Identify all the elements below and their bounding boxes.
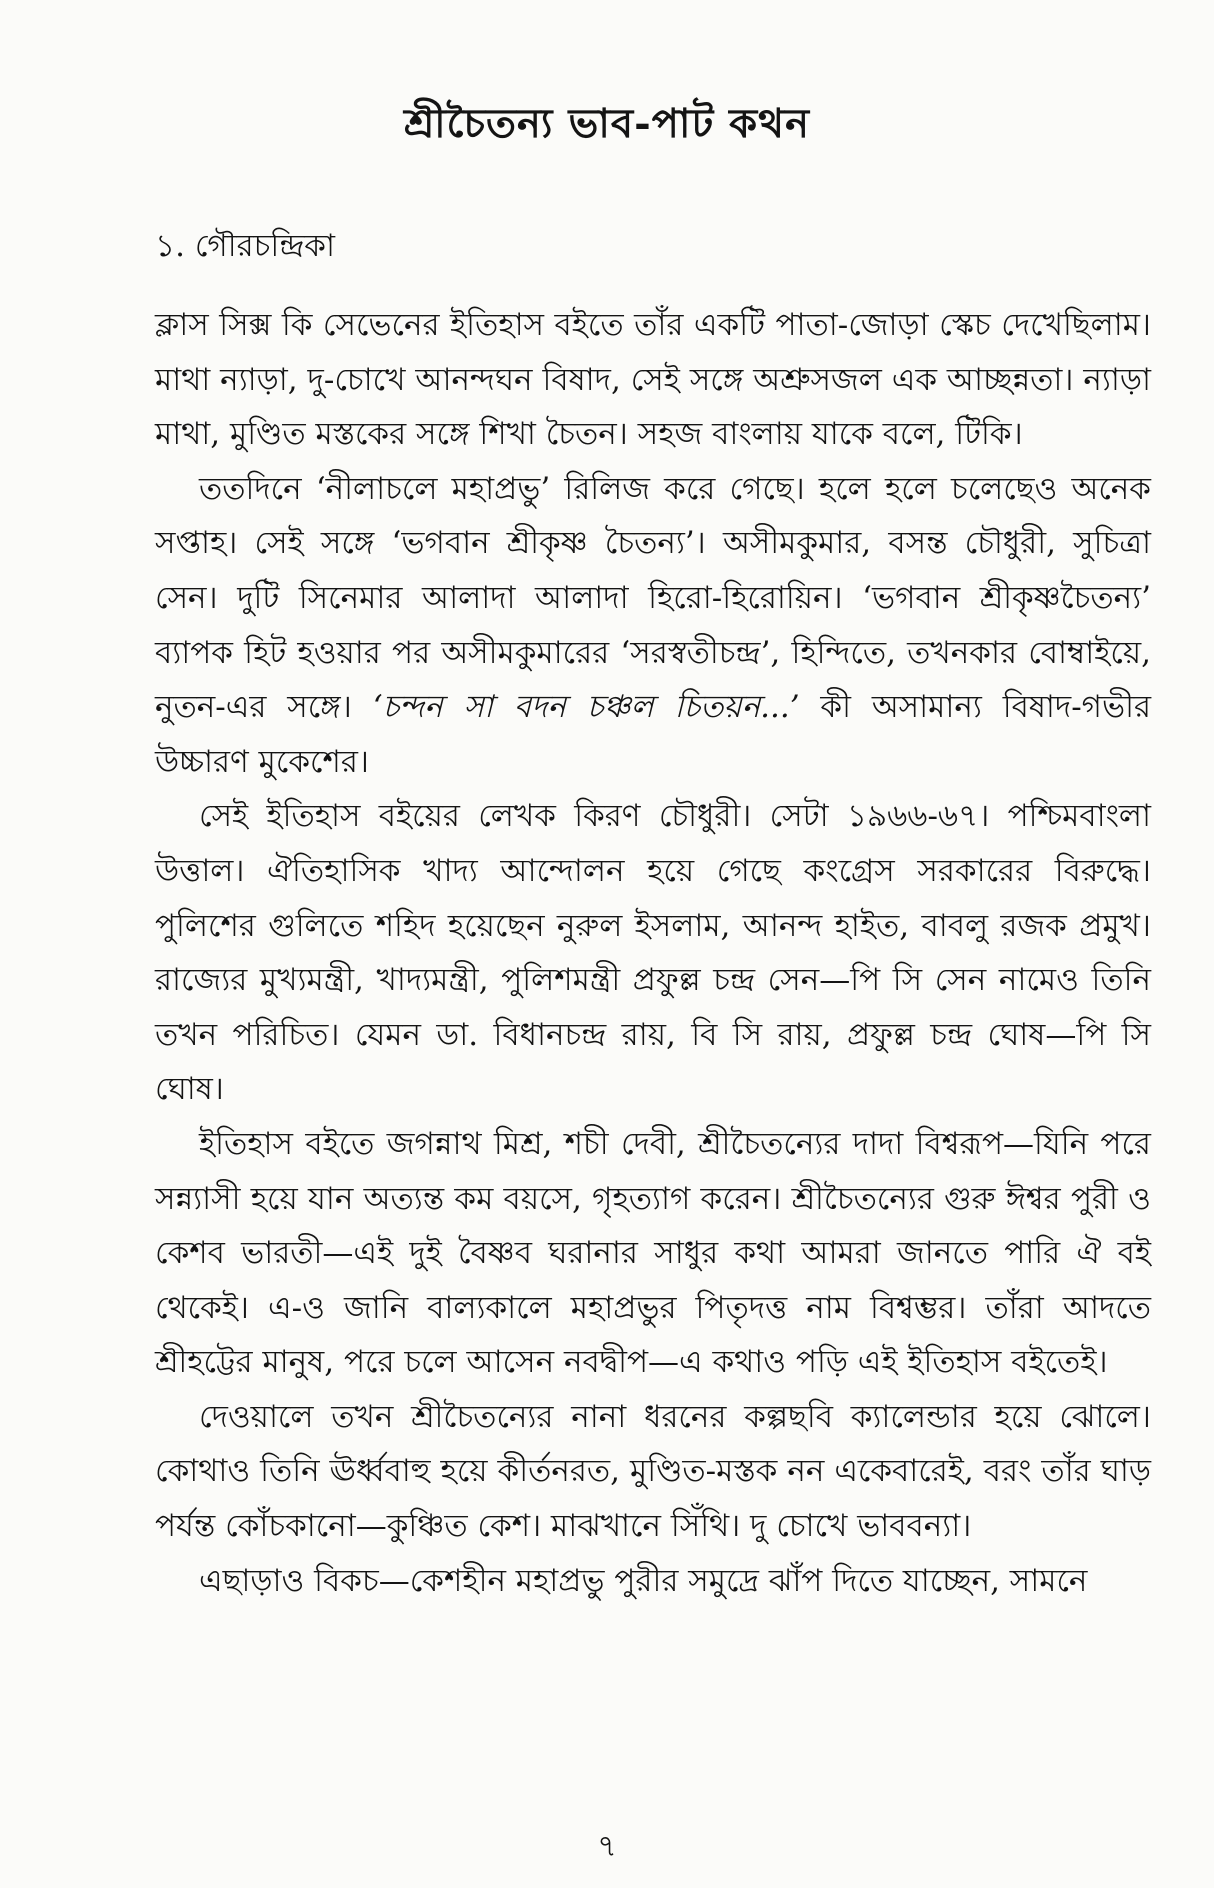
paragraph: ক্লাস সিক্স কি সেভেনের ইতিহাস বইতে তাঁর একটি পাতা-জোড়া স্কেচ দেখেছিলাম। মাথা ন্যাড়া, দু-চোখে আনন্দঘন বিষাদ, সেই সঙ্গে অশ্রুসজল এক আচ্ছন্নতা। ন্যাড়া মাথা, মুণ্ডিত মস্তকের সঙ্গে শিখা চৈতন। সহজ বাংলায় যাকে বলে, টিকি।: [155, 307, 1151, 453]
paragraph: সেই ইতিহাস বইয়ের লেখক কিরণ চৌধুরী। সেটা ১৯৬৬-৬৭। পশ্চিমবাংলা উত্তাল। ঐতিহাসিক খাদ্য আন্দোলন হয়ে গেছে কংগ্রেস সরকারের বিরুদ্ধে। পুলিশের গুলিতে শহিদ হয়েছেন নুরুল ইসলাম, আনন্দ হাইত, বাবলু রজক প্রমুখ। রাজ্যের মুখ্যমন্ত্রী, খাদ্যমন্ত্রী, পুলিশমন্ত্রী প্রফুল্ল চন্দ্র সেন—পি সি সেন নামেও তিনি তখন পরিচিত। যেমন ডা. বিধানচন্দ্র রায়, বি সি রায়, প্রফুল্ল চন্দ্র ঘোষ—পি সি ঘোষ।: [155, 798, 1151, 1108]
paragraph-text: ততদিনে ‘নীলাচলে মহাপ্রভু’ রিলিজ করে গেছে। হলে হলে চলেছেও অনেক সপ্তাহ। সেই সঙ্গে ‘ভগবান শ্রীকৃষ্ণ চৈতন্য’। অসীমকুমার, বসন্ত চৌধুরী, সুচিত্রা সেন। দুটি সিনেমার আলাদা আলাদা হিরো-হিরোয়িন। ‘ভগবান শ্রীকৃষ্ণচৈতন্য’ ব্যাপক হিট হওয়ার পর অসীমকুমারের ‘সরস্বতীচন্দ্র’, হিন্দিতে, তখনকার বোম্বাইয়ে, নুতন-এর সঙ্গে।: [155, 470, 1151, 726]
paragraph: ইতিহাস বইতে জগন্নাথ মিশ্র, শচী দেবী, শ্রীচৈতন্যের দাদা বিশ্বরূপ—যিনি পরে সন্ন্যাসী হয়ে যান অত্যন্ত কম বয়সে, গৃহত্যাগ করেন। শ্রীচৈতন্যের গুরু ঈশ্বর পুরী ও কেশব ভারতী—এই দুই বৈষ্ণব ঘরানার সাধুর কথা আমরা জানতে পারি ঐ বই থেকেই। এ-ও জানি বাল্যকালে মহাপ্রভুর পিতৃদত্ত নাম বিশ্বম্ভর। তাঁরা আদতে শ্রীহট্টের মানুষ, পরে চলে আসেন নবদ্বীপ—এ কথাও পড়ি এই ইতিহাস বইতেই।: [155, 1125, 1151, 1381]
song-quote: ‘চন্দন সা বদন চঞ্চল চিতয়ন...’: [372, 689, 800, 726]
chapter-title: শ্রীচৈতন্য ভাব-পাট কথন: [404, 100, 810, 147]
page-number: ৭: [597, 1829, 617, 1864]
body-text: [155, 298, 1151, 1608]
paragraph: এছাড়াও বিকচ—কেশহীন মহাপ্রভু পুরীর সমুদ্রে ঝাঁপ দিতে যাচ্ছেন, সামনে: [199, 1562, 1088, 1599]
paragraph-text: কী অসামান্য বিষাদ-গভীর উচ্চারণ মুকেশের।: [155, 689, 1152, 780]
paragraph: দেওয়ালে তখন শ্রীচৈতন্যের নানা ধরনের কল্পছবি ক্যালেন্ডার হয়ে ঝোলে। কোথাও তিনি ঊর্ধ্ববাহু হয়ে কীর্তনরত, মুণ্ডিত-মস্তক নন একেবারেই, বরং তাঁর ঘাড় পর্যন্ত কোঁচকানো—কুঞ্চিত কেশ। মাঝখানে সিঁথি। দু চোখে ভাববন্যা।: [155, 1398, 1151, 1545]
section-heading: ১. গৌরচন্দ্রিকা: [155, 228, 335, 264]
paragraph: [155, 462, 1151, 790]
